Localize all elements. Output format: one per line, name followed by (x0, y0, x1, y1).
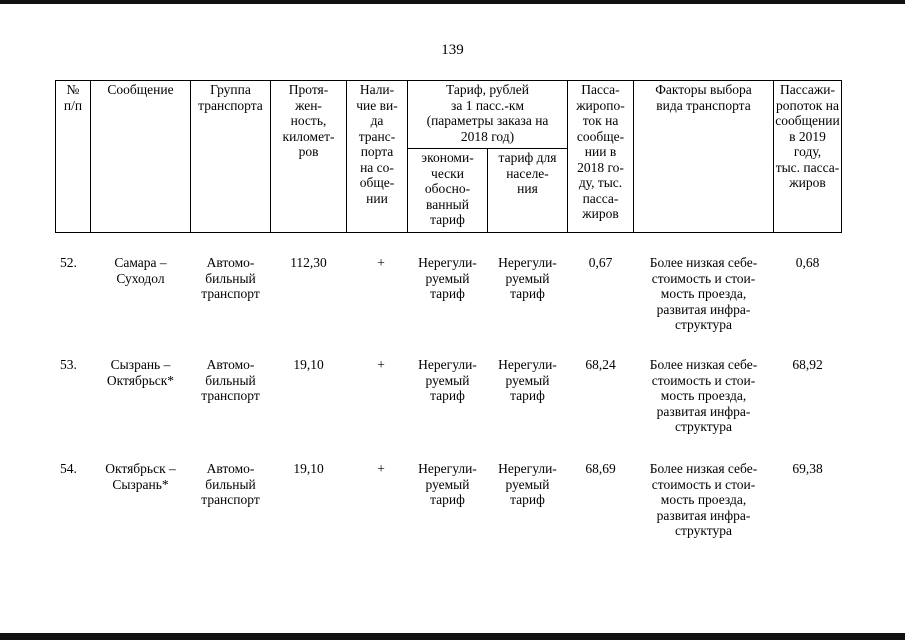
row-flow-2019: 68,92 (792, 357, 823, 372)
row-flow-2018: 68,24 (585, 357, 616, 372)
header-length: Протя- жен- ность, километ- ров (282, 82, 335, 159)
row-tariff-econ: Нерегули- руемый тариф (418, 461, 477, 507)
page-number: 139 (441, 42, 464, 58)
row-flow-2018: 68,69 (585, 461, 616, 476)
row-length: 19,10 (293, 357, 324, 372)
header-tariff-pop: тариф для населе- ния (498, 150, 557, 196)
row-factors: Более низкая себе- стоимость и стои- мость проезда, развитая инфра- структура (649, 461, 758, 538)
col-line-10 (841, 80, 842, 233)
row-factors: Более низкая себе- стоимость и стои- мость проезда, развитая инфра- структура (649, 255, 758, 332)
row-group: Автомо- бильный транспорт (201, 461, 260, 507)
row-group: Автомо- бильный транспорт (201, 357, 260, 403)
header-num: № п/п (63, 82, 83, 113)
row-flow-2019: 69,38 (792, 461, 823, 476)
row-tariff-econ: Нерегули- руемый тариф (418, 357, 477, 403)
row-presence: + (377, 461, 385, 476)
row-length: 19,10 (293, 461, 324, 476)
row-factors: Более низкая себе- стоимость и стои- мость проезда, развитая инфра- структура (649, 357, 758, 434)
scan-top-border (0, 0, 905, 4)
header-flow-2018: Пасса- жиропо- ток на сообще- нии в 2018 го- ду, тыс. пасса- жиров (576, 82, 625, 221)
row-presence: + (377, 255, 385, 270)
header-top-line (55, 80, 842, 81)
row-tariff-pop: Нерегули- руемый тариф (498, 461, 557, 507)
row-route: Самара – Суходол (114, 255, 167, 286)
row-route: Октябрьск – Сызрань* (105, 461, 176, 492)
header-tariff: Тариф, рублей за 1 пасс.-км (параметры заказа на 2018 год) (426, 82, 549, 144)
col-line-1 (90, 80, 91, 233)
row-tariff-pop: Нерегули- руемый тариф (498, 357, 557, 403)
row-tariff-econ: Нерегули- руемый тариф (418, 255, 477, 301)
row-num: 52. (60, 255, 77, 270)
header-bottom-line (55, 232, 842, 233)
row-presence: + (377, 357, 385, 372)
row-tariff-pop: Нерегули- руемый тариф (498, 255, 557, 301)
row-length: 112,30 (290, 255, 327, 270)
row-flow-2018: 0,67 (588, 255, 613, 270)
row-num: 54. (60, 461, 77, 476)
header-tariff-econ: экономи- чески обосно- ванный тариф (421, 150, 474, 227)
header-route: Сообщение (107, 82, 174, 97)
row-flow-2019: 0,68 (795, 255, 820, 270)
header-group: Группа транспорта (198, 82, 263, 113)
header-flow-2019: Пассажи- ропоток на сообщении в 2019 году, тыс. пасса- жиров (775, 82, 840, 190)
header-presence: Нали- чие ви- да транс- порта на со- обще- нии (356, 82, 398, 206)
row-route: Сызрань – Октябрьск* (106, 357, 175, 388)
scan-bottom-border (0, 633, 905, 640)
header-factors: Факторы выбора вида транспорта (655, 82, 752, 113)
row-num: 53. (60, 357, 77, 372)
row-group: Автомо- бильный транспорт (201, 255, 260, 301)
